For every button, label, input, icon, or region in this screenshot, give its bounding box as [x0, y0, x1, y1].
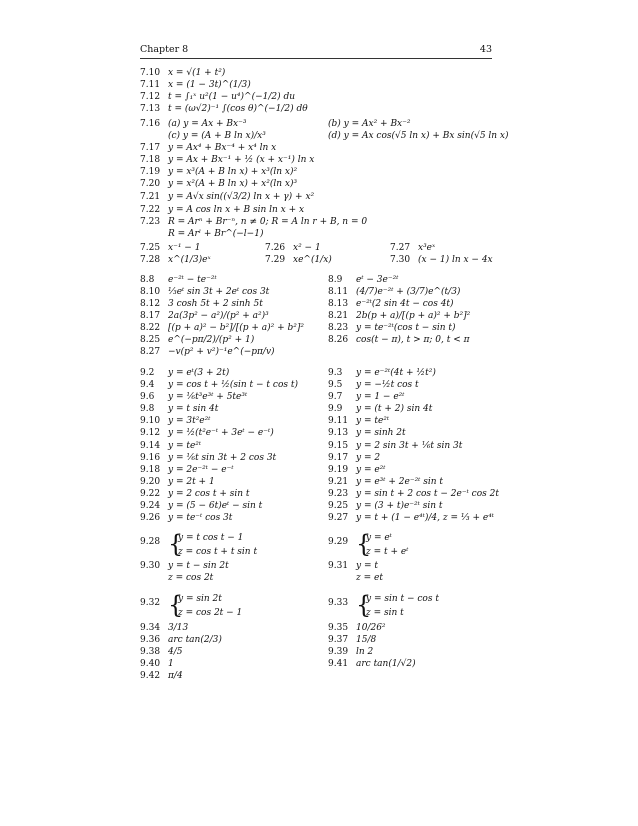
answer-number: 7.25 [140, 243, 161, 253]
answer-expression: y = t + (1 − e⁴ᵗ)/4, z = ⅓ + e⁴ᵗ [356, 513, 495, 523]
answer-number: 8.26 [328, 335, 349, 345]
answer-expression: y = A√x sin((√3/2) ln x + γ) + x² [168, 192, 315, 202]
answer-number: 8.13 [328, 299, 349, 309]
answer-number: 9.42 [140, 671, 161, 681]
answer-number: 7.28 [140, 255, 161, 265]
answer-expression: xe^(1/x) [293, 255, 332, 265]
answer-number: 9.38 [140, 647, 161, 657]
answer-number: 8.9 [328, 275, 343, 285]
answer-expression: (4/7)e⁻²ᵗ + (3/7)e^(t/3) [356, 287, 461, 297]
answer-number: 9.30 [140, 561, 161, 571]
answer-expression: cos(t − π), t > π; 0, t < π [356, 335, 470, 345]
answer-number: 9.24 [140, 501, 161, 511]
answer-expression: y = e²ᵗ [356, 465, 386, 475]
answer-number: 9.40 [140, 659, 161, 669]
answer-expression: 3 cosh 5t + 2 sinh 5t [168, 299, 263, 309]
answer-expression: (d) y = Ax cos(√5 ln x) + Bx sin(√5 ln x) [328, 131, 509, 141]
answer-number: 9.2 [140, 368, 155, 378]
answer-number: 9.32 [140, 598, 161, 608]
answer-number: 7.18 [140, 155, 161, 165]
answer-expression: y = −½t cos t [356, 380, 419, 390]
answer-number: 9.34 [140, 623, 161, 633]
answer-expression: x⁻¹ − 1 [168, 243, 201, 253]
answer-expression: e⁻²ᵗ(2 sin 4t − cos 4t) [356, 299, 454, 309]
answer-expression: y = te⁻²ᵗ(cos t − sin t) [356, 323, 456, 333]
answer-number: 8.27 [140, 347, 161, 357]
answer-expression: R = Arˡ + Br^(−l−1) [168, 229, 264, 239]
answer-expression: y = te²ᵗ [168, 441, 202, 451]
answer-number: 9.3 [328, 368, 343, 378]
answer-expression: 2b(p + a)/[(p + a)² + b²]² [356, 311, 471, 321]
answer-number: 9.27 [328, 513, 349, 523]
answer-expression: x = √(1 + t²) [168, 68, 226, 78]
answer-number: 9.26 [140, 513, 161, 523]
answer-number: 8.23 [328, 323, 349, 333]
answer-expression: y = 2t + 1 [168, 477, 215, 487]
answer-expression: y = ½(t²e⁻ᵗ + 3eᵗ − e⁻ᵗ) [168, 428, 274, 438]
answer-number: 7.29 [265, 255, 286, 265]
answer-number: 9.37 [328, 635, 349, 645]
answer-number: 7.21 [140, 192, 161, 202]
answer-number: 9.29 [328, 537, 349, 547]
answer-number: 9.15 [328, 441, 349, 451]
answer-expression: z = cos 2t [168, 573, 214, 583]
answer-number: 7.10 [140, 68, 161, 78]
answer-number: 8.25 [140, 335, 161, 345]
answer-expression: y = cos t + ½(sin t − t cos t) [168, 380, 298, 390]
answer-expression: y = (t + 2) sin 4t [356, 404, 433, 414]
answer-expression: y = (3 + t)e⁻²ᵗ sin t [356, 501, 443, 511]
answer-expression: −v(p² + v²)⁻¹e^(−pπ/v) [168, 347, 275, 357]
answer-expression: y = 2 [356, 453, 381, 463]
answer-number: 7.26 [265, 243, 286, 253]
answer-number: 7.16 [140, 119, 161, 129]
answer-number: 9.20 [140, 477, 161, 487]
answer-number: 8.17 [140, 311, 161, 321]
answer-expression: y = A cos ln x + B sin ln x + x [168, 205, 305, 215]
answer-expression: y = ⅙t sin 3t + 2 cos 3t [168, 453, 277, 463]
answer-number: 7.23 [140, 217, 161, 227]
answer-expression: y = e³ᵗ + 2e⁻²ᵗ sin t [356, 477, 444, 487]
answer-expression: y = Ax⁴ + Bx⁻⁴ + x⁴ ln x [168, 143, 277, 153]
answer-expression: z = et [356, 573, 383, 583]
answer-number: 9.16 [140, 453, 161, 463]
answer-number: 9.36 [140, 635, 161, 645]
answer-expression: y = x³(A + B ln x) + x³(ln x)² [168, 167, 298, 177]
system-equation-y: y = sin t − cos t [366, 594, 439, 604]
answer-expression: ⅓eᵗ sin 3t + 2eᵗ cos 3t [168, 287, 270, 297]
chapter-title: Chapter 8 [140, 44, 189, 55]
answer-expression: y = eᵗ(3 + 2t) [168, 368, 230, 378]
answer-expression: y = te⁻ᵗ cos 3t [168, 513, 233, 523]
answer-expression: y = 3t²e²ᵗ [168, 416, 211, 426]
answer-expression: y = t [356, 561, 378, 571]
answer-number: 9.21 [328, 477, 349, 487]
answer-number: 8.11 [328, 287, 349, 297]
answer-expression: y = 2e⁻²ᵗ − e⁻ᵗ [168, 465, 234, 475]
answer-expression: y = e⁻²ᵗ(4t + ½t²) [356, 368, 436, 378]
answer-expression: (a) y = Ax + Bx⁻³ [168, 119, 247, 129]
answer-expression: y = t sin 4t [168, 404, 219, 414]
answer-number: 7.11 [140, 80, 161, 90]
answer-number: 7.20 [140, 179, 161, 189]
answer-number: 7.12 [140, 92, 161, 102]
answer-number: 9.22 [140, 489, 161, 499]
answer-expression: y = t − sin 2t [168, 561, 229, 571]
answer-number: 9.17 [328, 453, 349, 463]
answer-number: 9.12 [140, 428, 161, 438]
answer-expression: R = Arⁿ + Br⁻ⁿ, n ≠ 0; R = A ln r + B, n = 0 [168, 217, 368, 227]
answer-expression: x³eˣ [418, 243, 436, 253]
page-number: 43 [479, 44, 492, 55]
answer-expression: ln 2 [356, 647, 374, 657]
answer-expression: (x − 1) ln x − 4x [418, 255, 493, 265]
answer-expression: 1 [168, 659, 174, 669]
answer-number: 7.17 [140, 143, 161, 153]
answer-number: 7.19 [140, 167, 161, 177]
answer-expression: t = ∫₁ˣ u²(1 − u⁴)^(−1/2) du [168, 92, 296, 102]
answer-expression: y = te²ᵗ [356, 416, 390, 426]
answer-number: 9.25 [328, 501, 349, 511]
answer-expression: (b) y = Ax² + Bx⁻² [328, 119, 411, 129]
answer-number: 9.19 [328, 465, 349, 475]
answer-expression: 3/13 [168, 623, 189, 633]
left-brace: { [168, 591, 184, 619]
answer-expression: (c) y = (A + B ln x)/x³ [168, 131, 266, 141]
answer-number: 7.13 [140, 104, 161, 114]
answer-expression: t = (ω√2)⁻¹ ∫(cos θ)^(−1/2) dθ [168, 104, 308, 114]
answer-expression: y = ⅙t³e³ᵗ + 5te³ᵗ [168, 392, 248, 402]
answer-number: 9.5 [328, 380, 343, 390]
answer-expression: e⁻²ᵗ − te⁻²ᵗ [168, 275, 217, 285]
answer-expression: y = 2 sin 3t + ⅙t sin 3t [356, 441, 463, 451]
system-equation-y: y = eᵗ [366, 533, 392, 543]
answer-number: 8.10 [140, 287, 161, 297]
answer-expression: arc tan(2/3) [168, 635, 222, 645]
answer-expression: y = Ax + Bx⁻¹ + ½ (x + x⁻¹) ln x [168, 155, 315, 165]
answer-number: 9.28 [140, 537, 161, 547]
answer-number: 9.7 [328, 392, 343, 402]
answer-expression: y = sin t + 2 cos t − 2e⁻ᵗ cos 2t [356, 489, 499, 499]
answer-expression: x² − 1 [293, 243, 321, 253]
answer-number: 8.22 [140, 323, 161, 333]
answer-expression: x^(1/3)eˣ [168, 255, 211, 265]
answer-number: 9.11 [328, 416, 349, 426]
left-brace: { [356, 530, 372, 558]
left-brace: { [356, 591, 372, 619]
answer-number: 8.21 [328, 311, 349, 321]
answer-number: 9.13 [328, 428, 349, 438]
answer-expression: π/4 [168, 671, 183, 681]
answer-number: 9.10 [140, 416, 161, 426]
answer-number: 8.8 [140, 275, 155, 285]
answer-number: 9.4 [140, 380, 155, 390]
answer-expression: [(p + a)² − b²]/[(p + a)² + b²]² [168, 323, 304, 333]
answer-number: 9.9 [328, 404, 343, 414]
left-brace: { [168, 530, 184, 558]
answer-number: 9.33 [328, 598, 349, 608]
answer-expression: arc tan(1/√2) [356, 659, 416, 669]
system-equation-z: z = t + eᵗ [366, 547, 409, 557]
system-equation-z: z = cos 2t − 1 [178, 608, 243, 618]
answer-number: 7.27 [390, 243, 411, 253]
answer-number: 9.35 [328, 623, 349, 633]
system-equation-y: y = t cos t − 1 [178, 533, 244, 543]
answer-number: 9.8 [140, 404, 155, 414]
answer-number: 8.12 [140, 299, 161, 309]
answer-number: 7.22 [140, 205, 161, 215]
system-equation-z: z = sin t [366, 608, 404, 618]
answer-number: 7.30 [390, 255, 411, 265]
system-equation-z: z = cos t + t sin t [178, 547, 258, 557]
answer-expression: y = 2 cos t + sin t [168, 489, 250, 499]
header-rule [140, 58, 492, 59]
answer-expression: 10/26² [356, 623, 386, 633]
answer-number: 9.31 [328, 561, 349, 571]
answer-expression: e^(−pπ/2)/(p² + 1) [168, 335, 255, 345]
answer-expression: y = sinh 2t [356, 428, 406, 438]
answer-expression: 4/5 [168, 647, 183, 657]
page-header [140, 44, 492, 58]
answer-number: 9.23 [328, 489, 349, 499]
answer-expression: 2a(3p² − a²)/(p² + a²)³ [168, 311, 269, 321]
answer-number: 9.18 [140, 465, 161, 475]
answer-number: 9.6 [140, 392, 155, 402]
answer-expression: y = 1 − e²ᵗ [356, 392, 405, 402]
answer-number: 9.41 [328, 659, 349, 669]
answer-expression: 15/8 [356, 635, 377, 645]
answer-expression: y = x²(A + B ln x) + x²(ln x)³ [168, 179, 298, 189]
answer-expression: y = (5 − 6t)eᵗ − sin t [168, 501, 263, 511]
answer-expression: eᵗ − 3e⁻²ᵗ [356, 275, 399, 285]
answer-number: 9.39 [328, 647, 349, 657]
system-equation-y: y = sin 2t [178, 594, 222, 604]
answer-number: 9.14 [140, 441, 161, 451]
answer-expression: x = (1 − 3t)^(1/3) [168, 80, 251, 90]
